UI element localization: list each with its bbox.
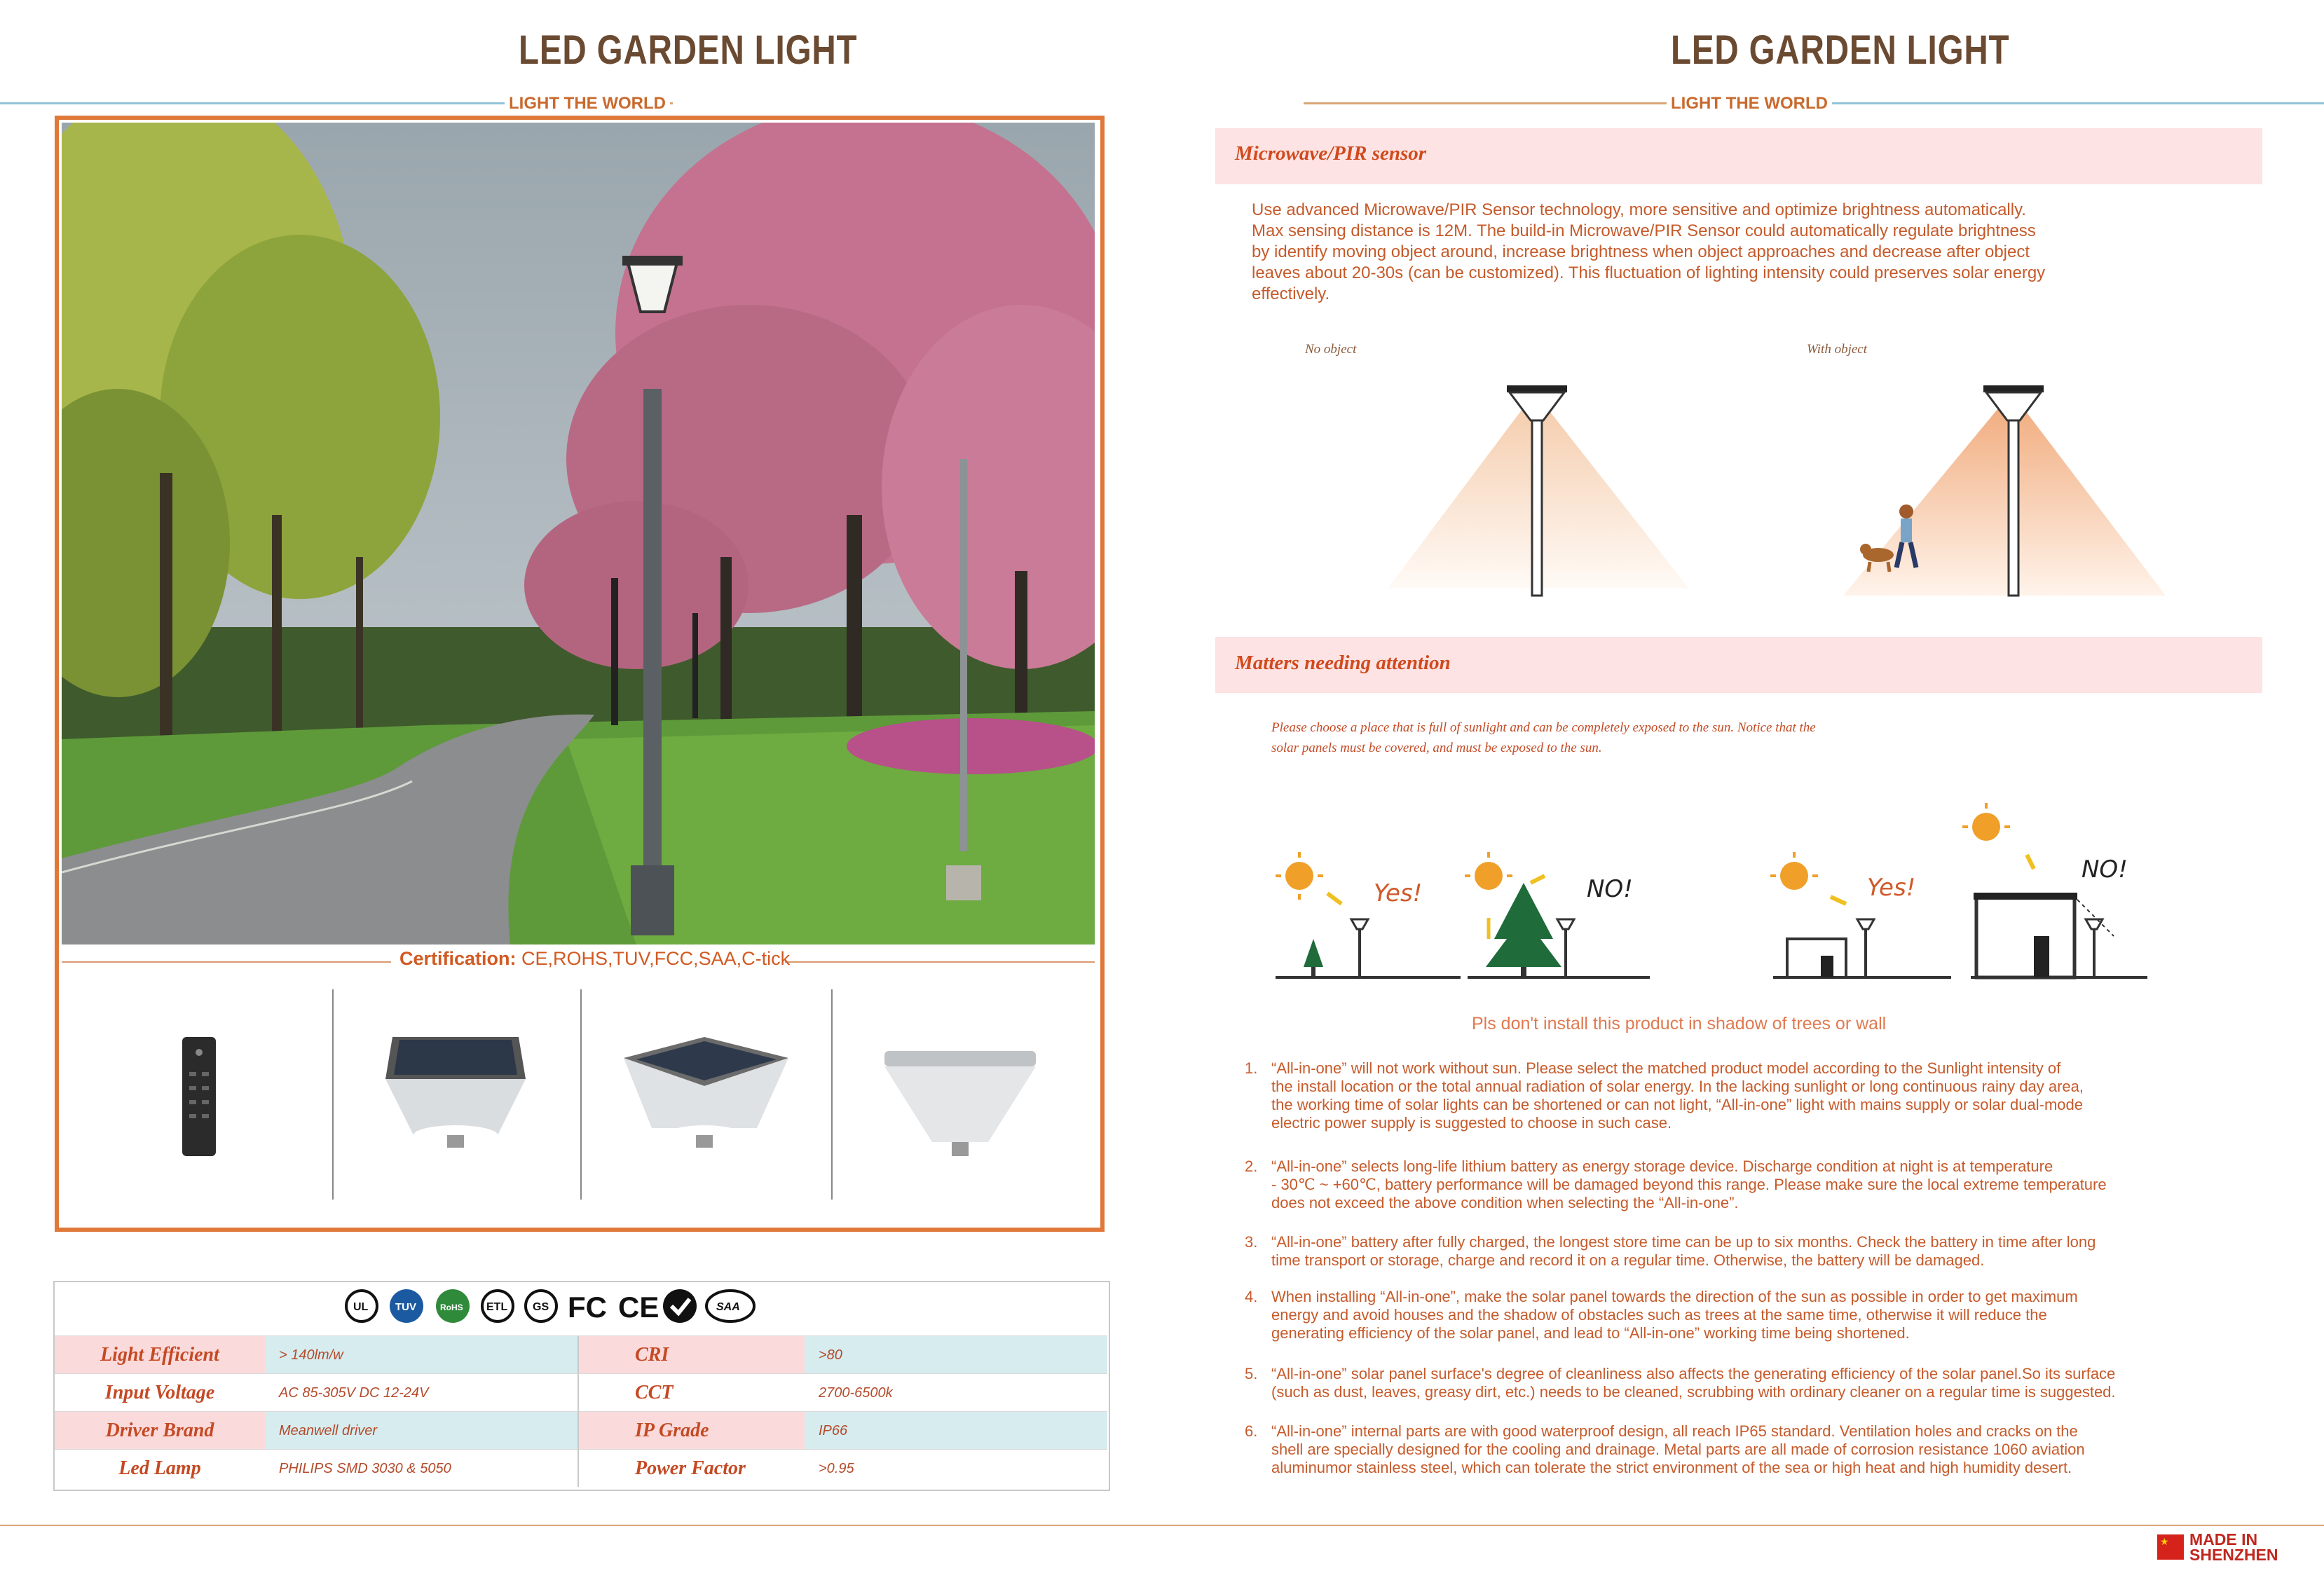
yes-label-2: Yes! xyxy=(1867,874,1916,902)
list-item-number: 5. xyxy=(1245,1365,1258,1382)
spec-label: Led Lamp xyxy=(55,1449,265,1487)
list-item-line: the install location or the total annual radiation of solar energy. In the lacking sunlight or long continuous rainy day area, xyxy=(1271,1078,2084,1095)
made-in-line2: SHENZHEN xyxy=(2189,1546,2278,1564)
sensor-line: Max sensing distance is 12M. The build-in Microwave/PIR Sensor could automatically regulate brightness xyxy=(1252,221,2036,240)
solar-light-side-image xyxy=(876,1044,1044,1163)
list-item-line: “All-in-one” will not work without sun. Please select the matched product model according to the Sunlight intensity of xyxy=(1271,1059,2061,1077)
cert-logos-row xyxy=(343,1286,827,1326)
spec-label: Light Efficient xyxy=(55,1335,265,1373)
with-object-illustration xyxy=(1829,378,2173,603)
solar-light-angle-image xyxy=(617,1030,792,1163)
list-item-number: 6. xyxy=(1245,1422,1258,1440)
cert-rule-left xyxy=(62,961,391,963)
remote-control-image xyxy=(175,1030,224,1163)
china-flag-icon: ★ xyxy=(2157,1534,2184,1560)
no-label-1: NO! xyxy=(1587,875,1633,903)
spec-label: Power Factor xyxy=(577,1449,805,1487)
list-item-line: shell are specially designed for the cooling and drainage. Metal parts are all made of corrosion resistance 1060 aviation xyxy=(1271,1441,2085,1458)
spec-label: Driver Brand xyxy=(55,1411,265,1449)
list-item xyxy=(1271,1365,2231,1401)
garden-scene-image xyxy=(62,123,1095,945)
svg-text:ETL: ETL xyxy=(486,1301,508,1313)
attention-note xyxy=(1271,717,1916,758)
shadow-note: Pls don't install this product in shadow of trees or wall xyxy=(1472,1014,1887,1033)
sensor-line: Use advanced Microwave/PIR Sensor technology, more sensitive and optimize brightness automatically. xyxy=(1252,200,2026,219)
list-item-line: “All-in-one” selects long-life lithium battery as energy storage device. Discharge condition at night is at temperature xyxy=(1271,1158,2053,1175)
svg-text:GS: GS xyxy=(533,1301,549,1313)
spec-label: IP Grade xyxy=(577,1411,805,1449)
list-item xyxy=(1271,1422,2231,1477)
svg-text:CE: CE xyxy=(618,1291,659,1324)
svg-text:FC: FC xyxy=(568,1291,607,1324)
right-page-subtitle: LIGHT THE WORLD xyxy=(1667,94,1832,114)
sensor-heading: Microwave/PIR sensor xyxy=(1235,142,1427,165)
with-object-label: With object xyxy=(1807,342,1868,357)
cert-logos-image xyxy=(343,1286,827,1326)
certification-value: CE,ROHS,TUV,FCC,SAA,C-tick xyxy=(521,948,791,969)
spec-value: >0.95 xyxy=(805,1449,1107,1487)
house-scenes-illustration xyxy=(1769,799,2161,988)
list-item xyxy=(1271,1233,2231,1270)
svg-text:TUV: TUV xyxy=(395,1301,416,1313)
spec-row xyxy=(55,1373,1107,1411)
thumb-divider xyxy=(831,989,833,1200)
list-item xyxy=(1271,1059,2231,1132)
spec-value: > 140lm/w xyxy=(265,1335,577,1373)
list-item-line: “All-in-one” internal parts are with good waterproof design, all reach IP65 standard. Ventilation holes and cracks on the xyxy=(1271,1422,2078,1440)
no-object-label: No object xyxy=(1305,342,1357,357)
list-item-line: aluminumor stainless steel, which can tolerate the strict environment of the sea or high heat and high humidity desert. xyxy=(1271,1459,2072,1476)
list-item-line: “All-in-one” solar panel surface's degree of cleanliness also affects the generating efficiency of the solar panel.So its surface xyxy=(1271,1365,2116,1382)
attention-heading: Matters needing attention xyxy=(1235,652,1451,674)
spec-value: AC 85-305V DC 12-24V xyxy=(265,1373,577,1411)
attention-note-line: Please choose a place that is full of sunlight and can be completely exposed to the sun. Notice that the xyxy=(1271,720,1816,735)
right-rule-gold xyxy=(1304,102,1668,104)
made-in-line1: MADE IN xyxy=(2189,1530,2258,1548)
list-item-line: the working time of solar lights can be shortened or can not light, “All-in-one” light with mains supply or solar dual-mode xyxy=(1271,1096,2084,1113)
sensor-description xyxy=(1252,200,2212,305)
left-rule-blue xyxy=(0,102,505,104)
spec-row xyxy=(55,1335,1107,1373)
sensor-line: leaves about 20-30s (can be customized). This fluctuation of lighting intensity could preserves solar energy xyxy=(1252,263,2046,282)
right-page-title: LED GARDEN LIGHT xyxy=(1671,27,2010,73)
spec-value: >80 xyxy=(805,1335,1107,1373)
list-item-number: 4. xyxy=(1245,1288,1258,1305)
thumb-divider xyxy=(332,989,334,1200)
spec-value: 2700-6500k xyxy=(805,1373,1107,1411)
list-item-line: - 30℃ ~ +60℃, battery performance will be damaged beyond this range. Please make sure the local extreme temperature xyxy=(1271,1176,2107,1193)
spec-label: CRI xyxy=(577,1335,805,1373)
spec-value: Meanwell driver xyxy=(265,1411,577,1449)
sensor-line: by identify moving object around, increase brightness when object approaches and decrease after object xyxy=(1252,242,2030,261)
spec-label: CCT xyxy=(577,1373,805,1411)
spec-row xyxy=(55,1411,1107,1449)
list-item-line: does not exceed the above condition when selecting the “All-in-one”. xyxy=(1271,1194,1739,1211)
list-item-line: generating efficiency of the solar panel, and lead to “All-in-one” working time being shortened. xyxy=(1271,1324,1910,1342)
bottom-rule xyxy=(0,1525,2324,1526)
list-item-line: time transport or storage, charge and record it on a regular time. Otherwise, the battery will be damaged. xyxy=(1271,1251,1985,1269)
svg-text:SAA: SAA xyxy=(716,1301,740,1313)
left-page-title: LED GARDEN LIGHT xyxy=(519,27,858,73)
left-page-subtitle: LIGHT THE WORLD xyxy=(505,94,670,114)
made-in-badge xyxy=(2189,1532,2278,1562)
spec-label: Input Voltage xyxy=(55,1373,265,1411)
list-item-line: energy and avoid houses and the shadow of obstacles such as trees at the same time, otherwise it will reduce the xyxy=(1271,1306,2047,1324)
thumb-divider xyxy=(580,989,582,1200)
tree-scenes-illustration xyxy=(1271,799,1664,988)
attention-note-line: solar panels must be covered, and must be exposed to the sun. xyxy=(1271,741,1602,755)
list-item-number: 2. xyxy=(1245,1158,1258,1175)
list-item-line: When installing “All-in-one”, make the solar panel towards the direction of the sun as possible in order to get maximum xyxy=(1271,1288,2078,1305)
garden-photo xyxy=(62,123,1095,945)
spec-row xyxy=(55,1449,1107,1487)
certification-label: Certification: xyxy=(399,948,517,969)
list-item-line: electric power supply is suggested to choose in such case. xyxy=(1271,1114,1672,1132)
solar-light-top-image xyxy=(378,1030,533,1156)
sensor-line: effectively. xyxy=(1252,284,1330,303)
list-item-number: 1. xyxy=(1245,1059,1258,1077)
svg-text:UL: UL xyxy=(353,1301,369,1313)
list-item-line: (such as dust, leaves, greasy dirt, etc.) needs to be cleaned, scrubbing with ordinary cleaner on a regular time is suggested. xyxy=(1271,1383,2116,1401)
certification-line xyxy=(399,948,790,970)
cert-rule-right xyxy=(785,961,1095,963)
list-item-line: “All-in-one” battery after fully charged, the longest store time can be up to six months. Check the battery in time after long xyxy=(1271,1233,2096,1251)
no-object-illustration xyxy=(1360,378,1696,603)
list-item-number: 3. xyxy=(1245,1233,1258,1251)
list-item xyxy=(1271,1158,2231,1212)
list-item xyxy=(1271,1288,2231,1342)
svg-text:RoHS: RoHS xyxy=(440,1303,463,1312)
right-rule-blue xyxy=(1822,102,2324,104)
no-label-2: NO! xyxy=(2082,856,2128,884)
yes-label-1: Yes! xyxy=(1374,879,1423,907)
spec-value: IP66 xyxy=(805,1411,1107,1449)
spec-value: PHILIPS SMD 3030 & 5050 xyxy=(265,1449,577,1487)
